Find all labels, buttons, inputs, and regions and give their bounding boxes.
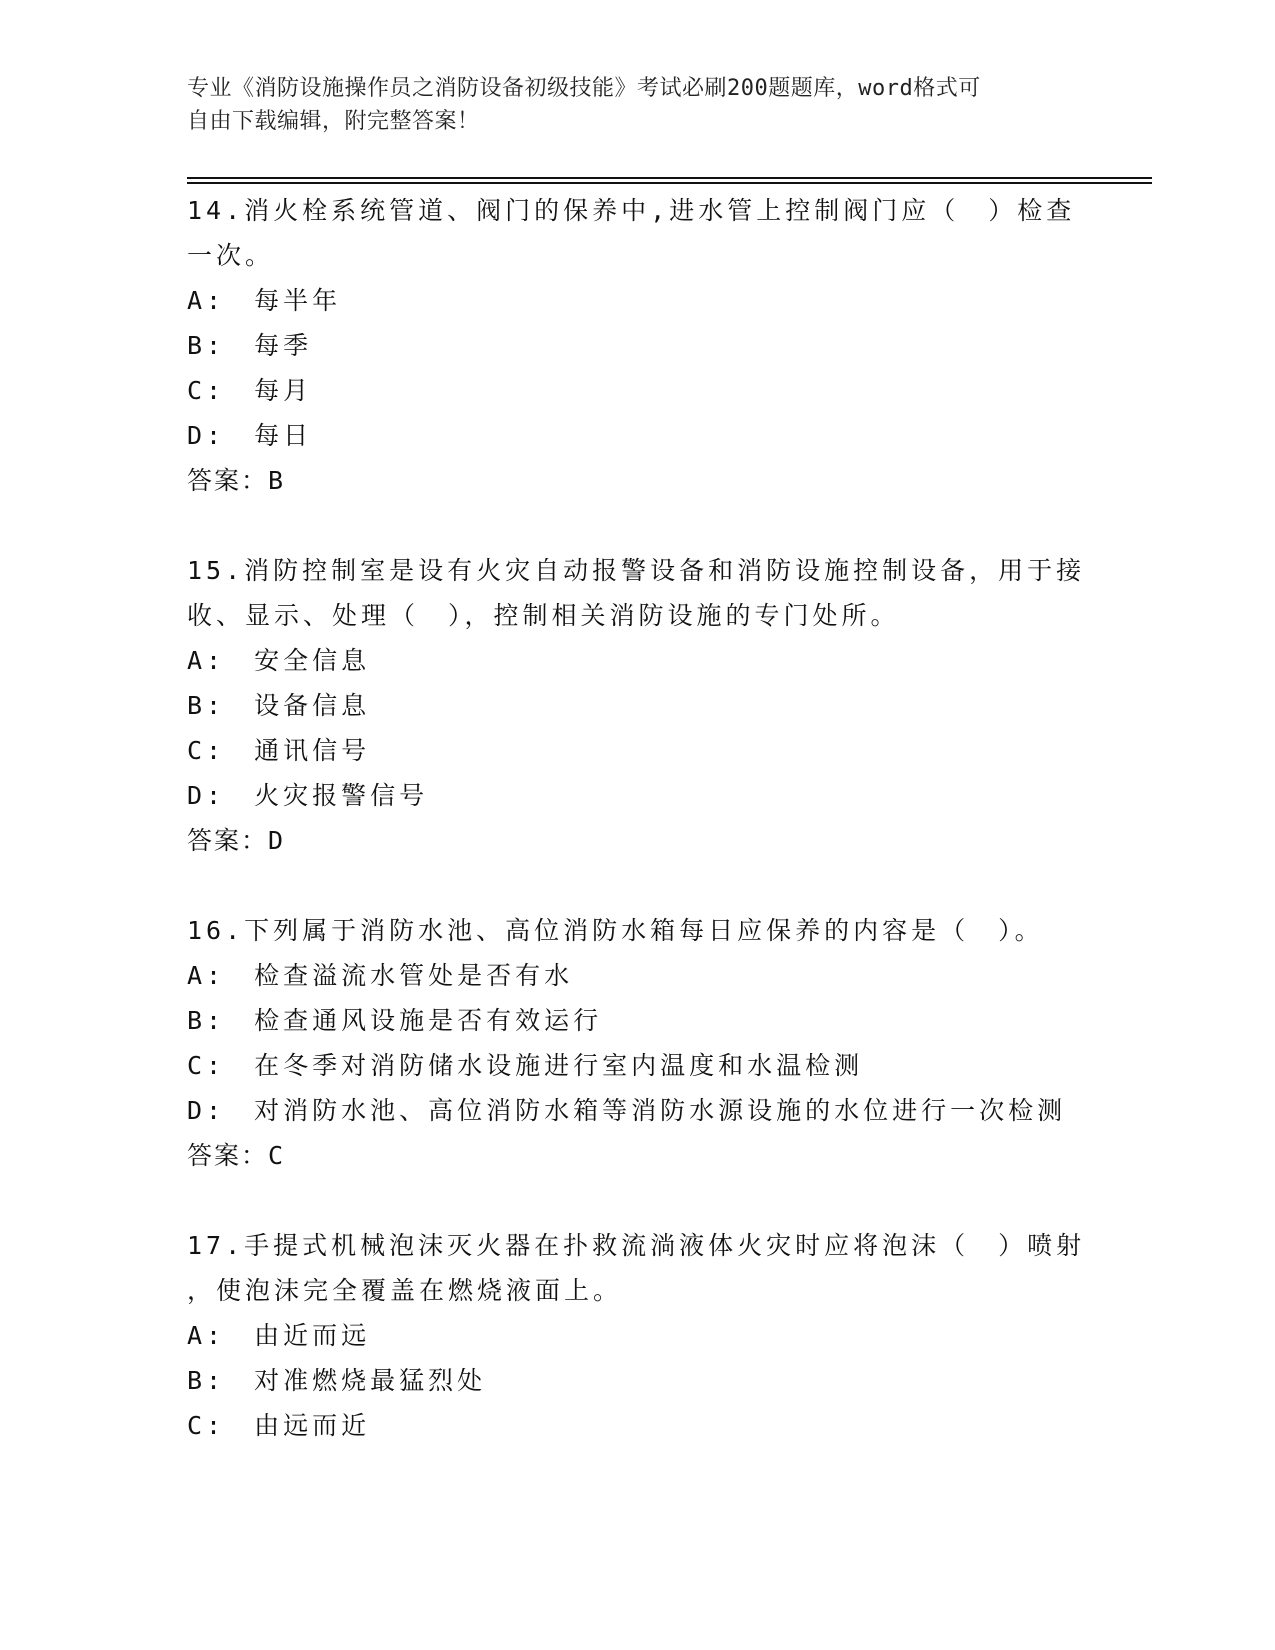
- answer-label: 答案：: [187, 466, 269, 495]
- answer-label: 答案：: [187, 1141, 269, 1170]
- option-a: A: 检查溢流水管处是否有水: [187, 961, 574, 990]
- question-text-line: 一次。: [187, 241, 275, 270]
- answer-line: [187, 458, 1087, 503]
- option-b: B: 设备信息: [187, 691, 371, 720]
- option-a: A: 安全信息: [187, 646, 371, 675]
- question-17: [187, 1223, 1087, 1448]
- question-14: [187, 188, 1087, 503]
- question-spacer: [187, 503, 1087, 548]
- option-c: C: 在冬季对消防储水设施进行室内温度和水温检测: [187, 1051, 864, 1080]
- option-b: B: 每季: [187, 331, 313, 360]
- header-divider-top: [187, 177, 1152, 179]
- option-a: A: 由近而远: [187, 1321, 371, 1350]
- question-spacer: [187, 1178, 1087, 1223]
- question-text-line: 17.手提式机械泡沫灭火器在扑救流淌液体火灾时应将泡沫（ ）喷射: [187, 1231, 1086, 1260]
- option-d: D: 火灾报警信号: [187, 781, 429, 810]
- answer-value: D: [268, 826, 286, 855]
- answer-line: [187, 818, 1087, 863]
- question-list: [187, 188, 1087, 1448]
- question-text-line: 16.下列属于消防水池、高位消防水箱每日应保养的内容是（ ）。: [187, 916, 1044, 945]
- question-text-line: 15.消防控制室是设有火灾自动报警设备和消防设施控制设备，用于接: [187, 556, 1086, 585]
- option-b: B: 对准燃烧最猛烈处: [187, 1366, 487, 1395]
- question-spacer: [187, 863, 1087, 908]
- header-line-2: 自由下载编辑，附完整答案！: [187, 109, 480, 134]
- answer-label: 答案：: [187, 826, 269, 855]
- document-header: [187, 72, 1087, 138]
- question-text-line: 14.消火栓系统管道、阀门的保养中,进水管上控制阀门应（ ）检查: [187, 196, 1076, 225]
- option-b: B: 检查通风设施是否有效运行: [187, 1006, 603, 1035]
- answer-line: [187, 1133, 1087, 1178]
- question-text-line: 收、显示、处理（ ），控制相关消防设施的专门处所。: [187, 601, 900, 630]
- option-d: D: 每日: [187, 421, 313, 450]
- question-text-line: ，使泡沫完全覆盖在燃烧液面上。: [187, 1276, 623, 1305]
- option-c: C: 每月: [187, 376, 313, 405]
- answer-value: C: [268, 1141, 286, 1170]
- question-16: [187, 908, 1087, 1178]
- option-c: C: 通讯信号: [187, 736, 371, 765]
- option-a: A: 每半年: [187, 286, 342, 315]
- question-15: [187, 548, 1087, 863]
- header-line-1: 专业《消防设施操作员之消防设备初级技能》考试必刷200题题库，word格式可: [187, 76, 981, 101]
- answer-value: B: [268, 466, 286, 495]
- option-c: C: 由远而近: [187, 1411, 371, 1440]
- option-d: D: 对消防水池、高位消防水箱等消防水源设施的水位进行一次检测: [187, 1096, 1067, 1125]
- header-divider-bottom: [187, 182, 1152, 184]
